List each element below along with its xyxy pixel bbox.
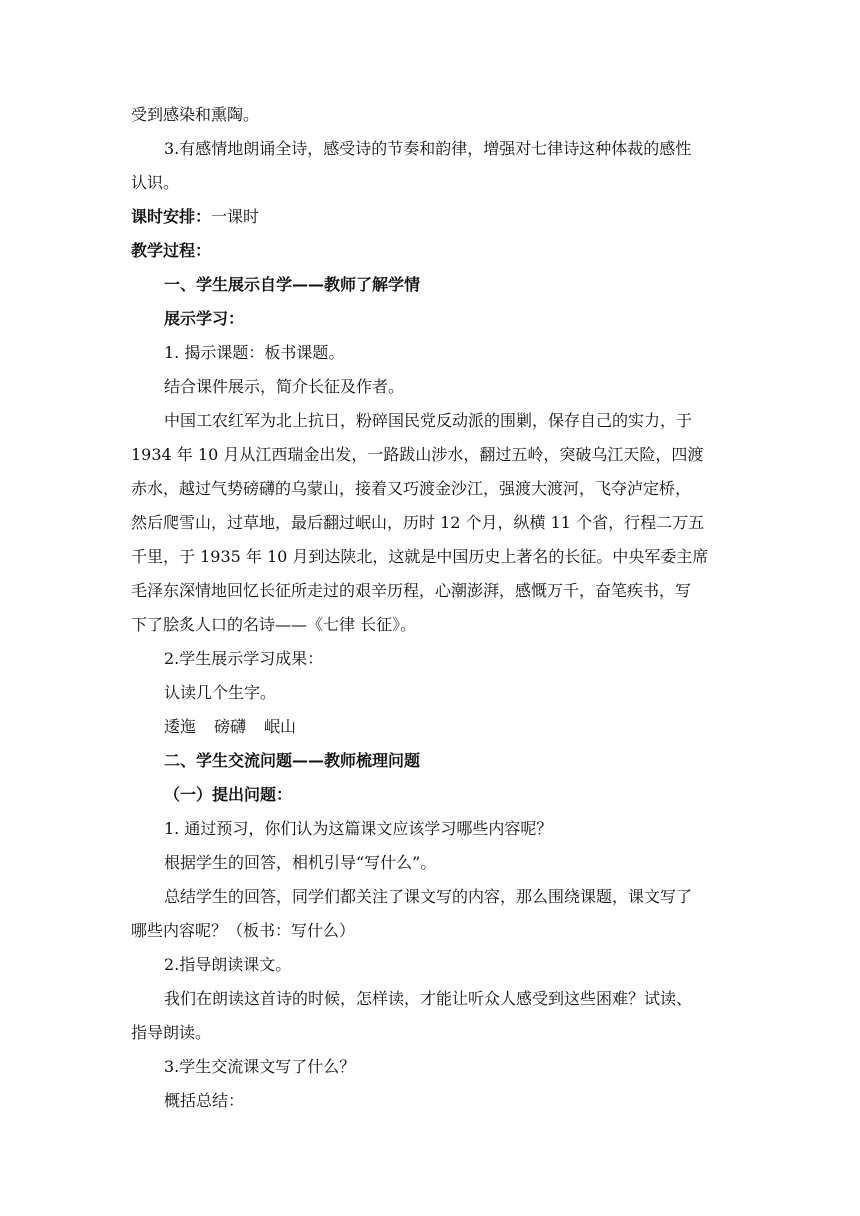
vocabulary-word: 岷山 <box>264 717 297 736</box>
paragraph-line: 总结学生的回答，同学们都关注了课文写的内容，那么围绕课题，课文写了 <box>164 887 693 906</box>
subsection-1-heading: （一）提出问题： <box>164 785 293 804</box>
show-study-heading: 展示学习： <box>164 309 245 328</box>
process-heading: 教学过程： <box>131 241 212 260</box>
vocabulary-word: 逶迤 <box>164 717 197 736</box>
list-item: 2.学生展示学习成果： <box>164 649 324 668</box>
list-item: 认读几个生字。 <box>164 683 277 702</box>
schedule-label: 课时安排： <box>131 207 212 226</box>
paragraph-line: 赤水，越过气势磅礴的乌蒙山，接着又巧渡金沙江，强渡大渡河，飞夺泸定桥， <box>131 479 692 498</box>
list-item: 根据学生的回答，相机引导“写什么”。 <box>164 853 437 872</box>
schedule-value: 一课时 <box>211 207 260 226</box>
list-item: 结合课件展示，简介长征及作者。 <box>164 377 405 396</box>
text-line: 受到感染和熏陶。 <box>131 105 260 124</box>
paragraph-line: 我们在朗读这首诗的时候，怎样读，才能让听众人感受到这些困难？试读、 <box>164 989 693 1008</box>
paragraph-line: 下了脍炙人口的名诗——《七律 长征》。 <box>131 615 417 634</box>
list-item: 2.指导朗读课文。 <box>164 955 292 974</box>
vocabulary-row <box>131 710 731 744</box>
objective-3-line: 3.有感情地朗诵全诗，感受诗的节奏和韵律，增强对七律诗这种体裁的感性 <box>164 139 692 158</box>
schedule-row <box>131 200 731 234</box>
paragraph-line: 然后爬雪山，过草地，最后翻过岷山，历时 12 个月，纵横 11 个省，行程二万五 <box>131 513 705 532</box>
vocabulary-word: 磅礴 <box>214 717 247 736</box>
paragraph-line: 毛泽东深情地回忆长征所走过的艰辛历程，心潮澎湃，感慨万千，奋笔疾书，写 <box>131 581 692 600</box>
document-body <box>131 98 731 1118</box>
list-item: 1. 通过预习，你们认为这篇课文应该学习哪些内容呢？ <box>164 819 553 838</box>
paragraph-line: 千里，于 1935 年 10 月到达陕北，这就是中国历史上著名的长征。中央军委主席 <box>131 547 709 566</box>
section-1-heading: 一、学生展示自学——教师了解学情 <box>164 275 421 294</box>
paragraph-line: 哪些内容呢？（板书：写什么） <box>131 921 356 940</box>
list-item: 概括总结： <box>164 1091 245 1110</box>
paragraph-line: 指导朗读。 <box>131 1023 212 1042</box>
text-line: 认识。 <box>131 173 180 192</box>
list-item: 3.学生交流课文写了什么？ <box>164 1057 356 1076</box>
paragraph-line: 中国工农红军为北上抗日，粉碎国民党反动派的围剿，保存自己的实力，于 <box>164 411 693 430</box>
section-2-heading: 二、学生交流问题——教师梳理问题 <box>164 751 421 770</box>
paragraph-line: 1934 年 10 月从江西瑞金出发，一路跋山涉水，翻过五岭，突破乌江天险，四渡 <box>131 445 704 464</box>
list-item: 1. 揭示课题：板书课题。 <box>164 343 345 362</box>
